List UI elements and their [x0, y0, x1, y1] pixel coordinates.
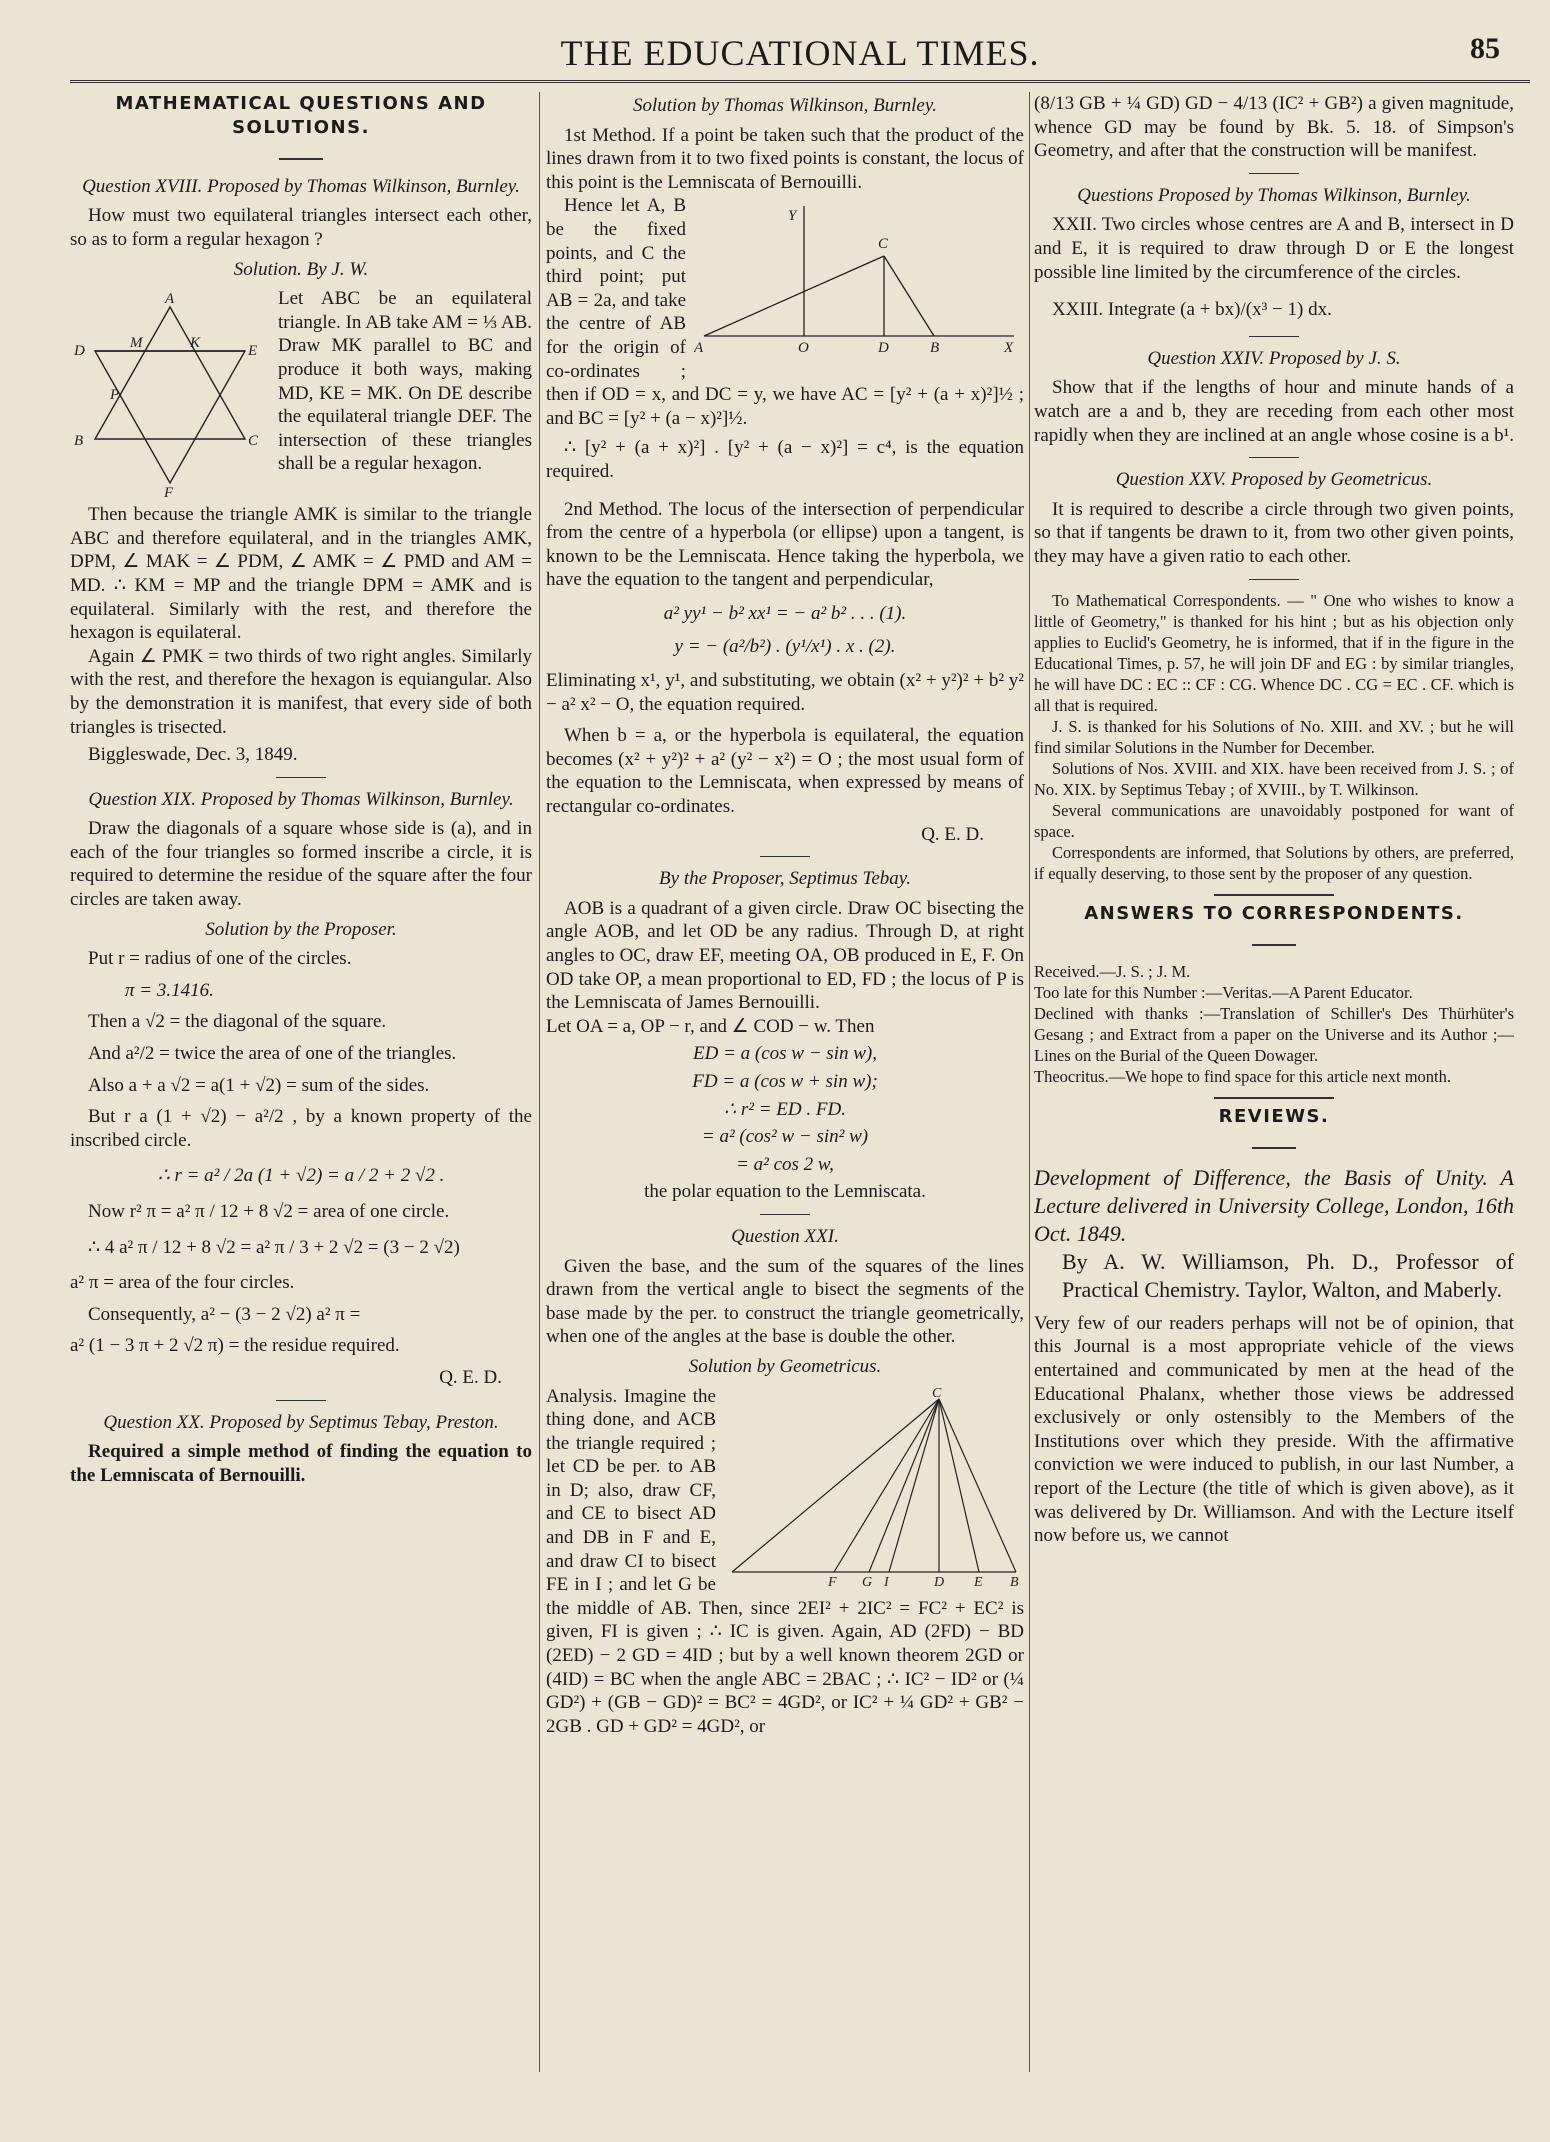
divider	[1249, 336, 1299, 337]
correspondents-note: To Mathematical Correspondents. — " One who wishes to know a little of Geometry," is thanked for his hint ; but as his objection only applies to Euclid's Geometry, he is informed, that if in the figure in the Educational Times, p. 57, he will join DF and EG : by similar triangles, he will have DC : EC :: CF : CG. Whence DC . CG = EC . CF. which is all that is required.	[1034, 590, 1514, 715]
column-2	[546, 92, 1024, 2072]
svg-text:E: E	[974, 1574, 983, 1587]
question-text: Draw the diagonals of a square whose side is (a), and in each of the four triangles so formed inscribe a circle, it is required to determine the residue of the square after the four circles are taken away.	[70, 818, 532, 911]
svg-text:B: B	[930, 340, 940, 357]
svg-text:C: C	[932, 1386, 942, 1401]
question-heading: Question XVIII. Proposed by Thomas Wilkinson, Burnley.	[82, 175, 520, 197]
correspondents-note: Several communications are unavoidably postponed for want of space.	[1034, 800, 1514, 841]
svg-text:D: D	[878, 340, 889, 357]
solution-paragraph: Again ∠ PMK = two thirds of two right angles. Similarly with the rest, and therefore the hexagon is equiangular. Also by the demonstration it is manifest, that every side of both triangles is trisected.	[70, 645, 532, 738]
svg-text:K: K	[190, 335, 201, 352]
solution-paragraph: Let OA = a, OP − r, and ∠ COD − w. Then	[546, 1015, 875, 1037]
solution-paragraph: AOB is a quadrant of a given circle. Draw OC bisecting the angle AOB, and let OD be any radius. Through D, at right angles to OC, draw EF, meeting OA, OB produced in E, F. On OD take OP, a mean proportional to ED, FD ; the locus of P is the Lemniscata of James Bernouilli.	[546, 897, 1024, 1014]
column-1	[70, 92, 532, 2072]
reviews-title: REVIEWS.	[1218, 1105, 1330, 1127]
solution-paragraph: Hence let A, B be the fixed points, and C the third point; put AB = 2a, and take the centre of AB for the origin of co-ordinates ; then if OD = x, and DC = y, we have AC = [y² + (a + x)²]½ ; and BC = [y² + (a − x)²]½.	[546, 195, 1024, 429]
svg-text:F: F	[164, 485, 174, 500]
equation: y = − (a²/b²) . (y¹/x¹) . x . (2).	[674, 636, 896, 658]
question-text: Required a simple method of finding the equation to the Lemniscata of Bernouilli.	[70, 1441, 532, 1486]
solution-paragraph: 2nd Method. The locus of the intersection of perpendicular from the centre of a hyperbola (or ellipse) upon a tangent, is known to be the Lemniscata. Hence taking the hyperbola, we have the equation to the tangent and perpendicular,	[546, 498, 1024, 591]
math-line: And a²/2 = twice the area of one of the triangles.	[88, 1043, 457, 1065]
question-heading: Question XIX. Proposed by Thomas Wilkinson, Burnley.	[88, 788, 514, 810]
answer-line: Theocritus.—We hope to find space for this article next month.	[1034, 1066, 1452, 1086]
math-line: π = 3.1416.	[125, 979, 214, 1001]
divider	[760, 856, 810, 857]
signature: Biggleswade, Dec. 3, 1849.	[88, 744, 298, 766]
solution-heading: Solution by Geometricus.	[688, 1355, 882, 1377]
question-text: XXII. Two circles whose centres are A and B, intersect in D and E, it is required to draw through D or E the longest possible line limited by the circumference of the circles.	[1034, 214, 1514, 283]
solution-paragraph: 1st Method. If a point be taken such that the product of the lines drawn from it to two fixed points is constant, the locus of this point is the Lemniscata of Bernouilli.	[546, 124, 1024, 193]
qed: Q. E. D.	[439, 1366, 502, 1388]
math-line: a² (1 − 3 π + 2 √2 π) = the residue required.	[70, 1335, 400, 1357]
equation: FD = a (cos w + sin w);	[692, 1070, 878, 1092]
question-text: XXIII. Integrate (a + bx)/(x³ − 1) dx.	[1052, 299, 1332, 321]
solution-paragraph: Then because the triangle AMK is similar to the triangle ABC and therefore equilateral, and in the triangles AMK, DPM, ∠ MAK = ∠ PDM, ∠ AMK = ∠ PMD and AM = MD. ∴ KM = MP and the triangle DPM = AMK and is equilateral. Similarly with the rest, and therefore the hexagon is equilateral.	[70, 504, 532, 644]
svg-text:E: E	[248, 343, 258, 360]
math-line: Now r² π = a² π / 12 + 8 √2 = area of one circle.	[88, 1201, 450, 1222]
divider	[760, 1214, 810, 1215]
svg-text:I: I	[884, 1574, 889, 1587]
equation: ∴ r² = ED . FD.	[724, 1098, 846, 1120]
divider	[1249, 579, 1299, 580]
svg-text:X: X	[1004, 340, 1014, 357]
question-text: It is required to describe a circle through two given points, so that if tangents be drawn to it, from two other given points, they may have a given ratio to each other.	[1034, 498, 1514, 567]
lemniscate-coordinate-figure	[694, 196, 1024, 356]
question-heading: Question XXV. Proposed by Geometricus.	[1115, 469, 1433, 491]
equation-caption: the polar equation to the Lemniscata.	[644, 1181, 926, 1203]
divider	[276, 1400, 326, 1401]
solution-paragraph: Let ABC be an equilateral triangle. In AB take AM = ⅓ AB. Draw MK parallel to BC and produce it both ways, making MD, KE = MK. On DE describe the equilateral triangle DEF. The intersection of these triangles shall be a regular hexagon.	[278, 288, 532, 475]
math-line: Consequently, a² − (3 − 2 √2) a² π =	[88, 1303, 361, 1325]
answer-line: Too late for this Number :—Veritas.—A Parent Educator.	[1034, 982, 1413, 1002]
answers-to-correspondents-title: ANSWERS TO CORRESPONDENTS.	[1084, 902, 1464, 924]
question-heading: Question XXI.	[731, 1225, 839, 1247]
book-author: By A. W. Williamson, Ph. D., Professor of Practical Chemistry. Taylor, Walton, and Maberly.	[1062, 1248, 1514, 1302]
equation: = a² cos 2 w,	[736, 1153, 834, 1175]
answer-line: Received.—J. S. ; J. M.	[1034, 961, 1191, 981]
column-divider	[539, 92, 540, 2072]
svg-text:P: P	[110, 387, 120, 404]
question-text: How must two equilateral triangles intersect each other, so as to form a regular hexagon ?	[70, 205, 532, 250]
question-heading: Question XX. Proposed by Septimus Tebay, Preston.	[103, 1411, 499, 1433]
column-divider	[1029, 92, 1030, 2072]
math-line: Also a + a √2 = a(1 + √2) = sum of the sides.	[88, 1074, 430, 1096]
question-text: Given the base, and the sum of the squares of the lines drawn from the vertical angle to bisect the segments of the base made by the per. to construct the triangle geometrically, when one of the angles at the base is double the other.	[546, 1255, 1024, 1348]
solution-heading: By the Proposer, Septimus Tebay.	[659, 868, 911, 890]
correspondents-note: J. S. is thanked for his Solutions of No. XIII. and XV. ; but he will find similar Solutions in the Number for December.	[1034, 716, 1514, 757]
svg-text:F: F	[828, 1574, 837, 1587]
svg-text:A: A	[694, 340, 704, 357]
correspondents-note: Solutions of Nos. XVIII. and XIX. have been received from J. S. ; of No. XIX. by Septimus Tebay ; of XVIII., by T. Wilkinson.	[1034, 758, 1514, 799]
equation: a² yy¹ − b² xx¹ = − a² b² . . . (1).	[663, 602, 907, 624]
math-line: But r a (1 + √2) − a²/2 , by a known property of the inscribed circle.	[70, 1106, 532, 1151]
solution-heading: Solution by Thomas Wilkinson, Burnley.	[633, 95, 937, 116]
page-header	[70, 28, 1530, 84]
divider	[1249, 173, 1299, 174]
solution-paragraph: (8/13 GB + ¼ GD) GD − 4/13 (IC² + GB²) a given magnitude, whence GD may be found by Bk. 5. 18. of Simpson's Geometry, and after that the construction will be manifest.	[1034, 93, 1514, 162]
question-text: Show that if the lengths of hour and minute hands of a watch are a and b, they are receding from each other most rapidly when they are inclined at an angle whose cosine is a b¹.	[1034, 377, 1514, 446]
svg-text:O: O	[798, 340, 809, 357]
question-heading: Questions Proposed by Thomas Wilkinson, Burnley.	[1077, 184, 1471, 206]
solution-paragraph: ∴ [y² + (a + x)²] . [y² + (a − x)²] = c⁴, is the equation required.	[546, 437, 1024, 482]
book-title: Development of Difference, the Basis of Unity. A Lecture delivered in University College, London, 16th Oct. 1849.	[1034, 1164, 1514, 1246]
triangle-construction-figure	[724, 1387, 1024, 1587]
ornament-divider	[1034, 1132, 1514, 1156]
equation: = a² (cos² w − sin² w)	[701, 1126, 869, 1148]
math-line: Put r = radius of one of the circles.	[88, 948, 352, 970]
column-3	[1034, 92, 1514, 2072]
svg-text:M: M	[130, 335, 143, 352]
ornament-divider	[1034, 929, 1514, 953]
solution-paragraph: When b = a, or the hyperbola is equilateral, the equation becomes (x² + y²)² + a² (y² − x²) = O ; the most usual form of the equation to the Lemniscata, when expressed by means of rectangular co-ordinates.	[546, 725, 1024, 818]
solution-heading: Solution. By J. W.	[233, 258, 369, 280]
math-line: ∴ r = a² / 2a (1 + √2) = a / 2 + 2 √2 .	[157, 1165, 445, 1187]
ornament-divider	[70, 143, 532, 167]
header-rule	[70, 80, 1530, 83]
page-number: 85	[1470, 32, 1500, 65]
svg-text:B: B	[74, 433, 84, 450]
review-paragraph: Very few of our readers perhaps will not be of opinion, that this Journal is a most appropriate vehicle of the views entertained and communicated by men at the head of the Educational Phalanx, whether those views be addressed exclusively or only ostensibly to the Members of the Institutions over which they preside. With the affirmative conviction we were induced to publish, in our last Number, a report of the Lecture (the title of which is given above), as it was delivered by Dr. Williamson. And with the Lecture itself now before us, we cannot	[1034, 1312, 1514, 1547]
hexagram-figure	[70, 289, 270, 499]
correspondents-note: Correspondents are informed, that Solutions by others, are preferred, if equally deserving, to those sent by the proposer of any question.	[1034, 842, 1514, 883]
answer-line: Declined with thanks :—Translation of Schiller's Des Thürhüter's Gesang ; and Extract from a paper on the Universe and its Author ;—Lines on the Burial of the Queen Dowager.	[1034, 1003, 1514, 1065]
masthead-title: THE EDUCATIONAL TIMES.	[560, 33, 1040, 73]
svg-text:Y: Y	[788, 208, 797, 225]
svg-text:D: D	[934, 1574, 945, 1587]
math-line: a² π = area of the four circles.	[70, 1272, 295, 1294]
divider	[1249, 457, 1299, 458]
svg-text:C: C	[878, 236, 889, 253]
svg-text:C: C	[248, 433, 259, 450]
svg-text:B: B	[1010, 1574, 1019, 1587]
qed: Q. E. D.	[921, 823, 984, 845]
svg-text:D: D	[74, 343, 85, 360]
svg-text:G: G	[862, 1574, 873, 1587]
section-title: MATHEMATICAL QUESTIONS AND SOLUTIONS.	[115, 93, 487, 138]
math-line: Then a √2 = the diagonal of the square.	[88, 1011, 387, 1033]
math-line: ∴ 4 a² π / 12 + 8 √2 = a² π / 3 + 2 √2 = (3 − 2 √2)	[88, 1236, 460, 1258]
question-heading: Question XXIV. Proposed by J. S.	[1147, 347, 1401, 369]
solution-paragraph: Eliminating x¹, y¹, and substituting, we obtain (x² + y²)² + b² y² − a² x² − O, the equation required.	[546, 670, 1024, 715]
solution-heading: Solution by the Proposer.	[205, 918, 397, 940]
divider	[276, 777, 326, 778]
solution-paragraph: Analysis. Imagine the thing done, and ACB the triangle required ; let CD be per. to AB in D; also, draw CF, and CE to bisect AD and DB in F and E, and draw CI to bisect FE in I ; and let G be the middle of AB. Then, since 2EI² + 2IC² = FC² + EC² is given, FI is given ; ∴ IC is given. Again, AD (2FD) − BD (2ED) − 2 GD = 4ID ; but by a well known theorem 2GD or (4ID) = BC when the angle ABC = 2BAC ; ∴ IC² − ID² or (¼ GD²) + (GB − GD)² = BC² = 4GD², or IC² + ¼ GD² + GB² − 2GB . GD + GD² = 4GD², or	[546, 1385, 1024, 1737]
equation: ED = a (cos w − sin w),	[693, 1043, 877, 1065]
svg-text:A: A	[165, 291, 175, 308]
